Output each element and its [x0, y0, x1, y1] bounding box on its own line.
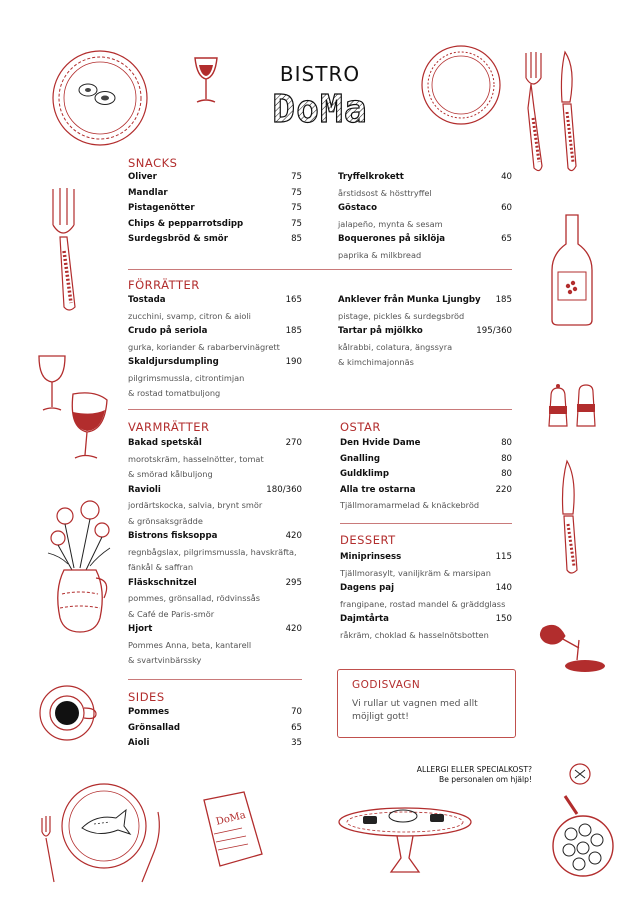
menu-item-description: Tjällmoramarmelad & knäckebröd	[340, 500, 480, 510]
menu-item-description: pistage, pickles & surdegsbröd	[338, 310, 465, 321]
menu-item	[340, 436, 512, 452]
menu-item	[338, 201, 512, 217]
menu-item	[128, 576, 302, 592]
menu-item-price: 420	[285, 531, 302, 541]
svg-text:DoMa: DoMa	[272, 87, 368, 128]
wine-bottle-icon	[548, 212, 596, 327]
menu-item-name: Pistagenötter	[128, 203, 195, 213]
menu-item-price: 85	[291, 234, 302, 244]
menu-item	[128, 186, 302, 202]
menu-item-description: fänkål & saffran	[128, 562, 194, 572]
doma-logo	[255, 86, 385, 128]
menu-item-description: & kimchimajonnäs	[338, 357, 414, 367]
divider	[340, 523, 512, 524]
allergy-note	[417, 765, 532, 785]
menu-item-name: Surdegsbröd & smör	[128, 234, 228, 244]
menu-item	[338, 170, 512, 186]
menu-item-name: Tartar på mjölkko	[338, 326, 423, 336]
menu-item-description: gurka, koriander & rabarbervinägrett	[128, 341, 280, 352]
plate-with-fish-icon	[38, 782, 168, 892]
menu-item-price: 115	[495, 552, 512, 562]
menu-item-description: jordärtskocka, salvia, brynt smör	[128, 500, 263, 510]
menu-item-name: Tostada	[128, 295, 166, 305]
menu-item-price: 75	[291, 218, 302, 229]
menu-item-name: Pommes	[128, 707, 170, 717]
menu-item-description: paprika & milkbread	[338, 249, 422, 260]
menu-item-name: Anklever från Munka Ljungby	[338, 295, 481, 305]
menu-item-description: frangipane, rostad mandel & gräddglass	[340, 598, 506, 609]
menu-item-price: 80	[501, 438, 512, 448]
godisvagn-text: Vi rullar ut vagnen med allt möjligt gott!	[352, 698, 478, 722]
menu-item-name: Oliver	[128, 172, 157, 182]
menu-item-price: 150	[495, 614, 512, 624]
menu-item-price: 295	[285, 577, 302, 588]
menu-item-description: & smörad kålbuljong	[128, 469, 213, 479]
menu-item-description: & Café de Paris-smör	[128, 608, 215, 619]
sides-list	[128, 705, 302, 752]
menu-item-name: Fläskschnitzel	[128, 577, 197, 588]
menu-item	[340, 550, 512, 566]
menu-item-name: Bistrons fisksoppa	[128, 531, 218, 541]
snacks-left-list	[128, 170, 302, 248]
section-title-dessert: DESSERT	[340, 533, 396, 547]
menu-item	[128, 217, 302, 233]
menu-item-price: 185	[495, 295, 512, 305]
coffee-cup-icon	[38, 682, 100, 744]
cake-stand-icon	[335, 800, 475, 880]
snacks-right-list	[338, 170, 512, 263]
menu-item	[128, 170, 302, 186]
menu-item-price: 75	[291, 187, 302, 198]
spilled-wine-glass-icon	[535, 620, 607, 678]
menu-item-price: 165	[285, 295, 302, 305]
menu-item-name: Chips & pepparrotsdipp	[128, 218, 244, 229]
menu-item-name: Dagens paj	[340, 583, 395, 593]
menu-item-description: zucchini, svamp, citron & aioli	[128, 310, 251, 321]
menu-item	[338, 232, 512, 248]
menu-item-name: Hjort	[128, 624, 153, 634]
menu-item	[338, 324, 512, 340]
menu-item-name: Tryffelkrokett	[338, 172, 404, 182]
flower-vase-icon	[40, 498, 120, 638]
menu-item	[128, 705, 302, 721]
menu-item-price: 420	[285, 624, 302, 634]
knife-icon	[555, 458, 585, 576]
menu-item-price: 40	[501, 172, 512, 182]
section-title-snacks: SNACKS	[128, 156, 178, 170]
menu-item	[340, 612, 512, 628]
menu-item-price: 190	[285, 357, 302, 367]
menu-item-name: Göstaco	[338, 203, 377, 213]
menu-item-price: 220	[495, 484, 512, 495]
menu-item-name: Guldklimp	[340, 469, 389, 479]
menu-item	[128, 622, 302, 638]
menu-item	[128, 232, 302, 248]
menu-item-name: Alla tre ostarna	[340, 484, 416, 495]
divider	[128, 269, 512, 270]
menu-item	[128, 324, 302, 340]
forratter-right-list	[338, 293, 512, 371]
menu-item-price: 80	[501, 453, 512, 464]
section-title-sides: SIDES	[128, 690, 165, 704]
menu-item	[340, 467, 512, 483]
menu-item-description: & rostad tomatbuljong	[128, 388, 221, 398]
menu-item-name: Skaldjursdumpling	[128, 357, 219, 367]
bistro-label: BISTRO	[279, 62, 361, 86]
fork-icon	[45, 185, 85, 313]
dessert-list	[340, 550, 512, 643]
menu-item-name: Boquerones på siklöja	[338, 234, 446, 244]
menu-item-name: Den Hvide Dame	[340, 438, 421, 448]
allergy-line-2: Be personalen om hjälp!	[439, 775, 532, 784]
varmratter-list	[128, 436, 302, 669]
menu-item-name: Miniprinsess	[340, 552, 402, 562]
menu-item	[128, 529, 302, 545]
menu-item-name: Gnalling	[340, 453, 381, 464]
menu-item	[128, 721, 302, 737]
menu-item-name: Bakad spetskål	[128, 438, 202, 448]
menu-item-name: Ravioli	[128, 484, 161, 495]
godisvagn-box	[337, 669, 516, 738]
menu-item	[128, 483, 302, 499]
menu-item-description: pommes, grönsallad, rödvinssås	[128, 593, 261, 603]
menu-item-description: regnbågslax, pilgrimsmussla, havskräfta,	[128, 546, 297, 557]
menu-item-name: Dajmtårta	[340, 614, 389, 624]
menu-item-price: 75	[291, 203, 302, 213]
godisvagn-title: GODISVAGN	[352, 679, 421, 691]
menu-item	[128, 436, 302, 452]
menu-item-description: råkräm, choklad & hasselnötsbotten	[340, 629, 489, 640]
menu-item-description: årstidsost & hösttryffel	[338, 187, 432, 198]
menu-item-price: 180/360	[266, 484, 302, 495]
menu-item-price: 60	[501, 203, 512, 213]
menu-item-description: kålrabbi, colatura, ängssyra	[338, 341, 453, 352]
menu-item	[340, 581, 512, 597]
menu-item	[340, 483, 512, 499]
menu-item-price: 35	[291, 738, 302, 748]
menu-item	[128, 293, 302, 309]
menu-item-name: Aioli	[128, 738, 150, 748]
menu-item-price: 75	[291, 172, 302, 182]
menu-item-price: 185	[285, 326, 302, 336]
forratter-left-list	[128, 293, 302, 402]
menu-item-description: morotskräm, hasselnötter, tomat	[128, 453, 264, 464]
section-title-varmratter: VARMRÄTTER	[128, 420, 210, 434]
menu-item-description: Tjällmorasylt, vaniljkräm & marsipan	[340, 567, 491, 578]
menu-item-name: Grönsallad	[128, 722, 181, 733]
menu-item-price: 270	[285, 438, 302, 448]
menu-item-price: 65	[501, 234, 512, 244]
snail-pan-icon	[545, 760, 615, 880]
menu-item-description: jalapeño, mynta & sesam	[338, 218, 443, 229]
section-title-ostar: OSTAR	[340, 420, 381, 434]
allergy-line-1: ALLERGI ELLER SPECIALKOST?	[416, 765, 532, 774]
menu-item	[128, 736, 302, 752]
menu-item-description: pilgrimsmussla, citrontimjan	[128, 372, 245, 383]
svg-text:DoMa: DoMa	[214, 809, 247, 828]
ostar-list	[340, 436, 512, 514]
menu-item	[340, 452, 512, 468]
wine-glasses-icon	[35, 352, 115, 462]
menu-item	[338, 293, 512, 309]
section-title-forratter: FÖRRÄTTER	[128, 278, 200, 292]
menu-item-description: & grönsaksgrädde	[128, 515, 203, 526]
menu-booklet-icon	[198, 790, 268, 870]
salt-pepper-icon	[545, 382, 601, 430]
menu-item-price: 65	[291, 722, 302, 733]
divider	[128, 409, 512, 410]
menu-item-price: 195/360	[476, 326, 512, 336]
menu-item	[128, 355, 302, 371]
menu-item-description: & svartvinbärssky	[128, 655, 202, 665]
divider	[128, 679, 302, 680]
menu-item-name: Mandlar	[128, 187, 168, 198]
menu-item	[128, 201, 302, 217]
menu-item-description: Pommes Anna, beta, kantarell	[128, 639, 252, 650]
menu-item-price: 80	[501, 469, 512, 479]
menu-item-price: 70	[291, 707, 302, 717]
menu-item-name: Crudo på seriola	[128, 326, 208, 336]
menu-item-price: 140	[495, 583, 512, 593]
